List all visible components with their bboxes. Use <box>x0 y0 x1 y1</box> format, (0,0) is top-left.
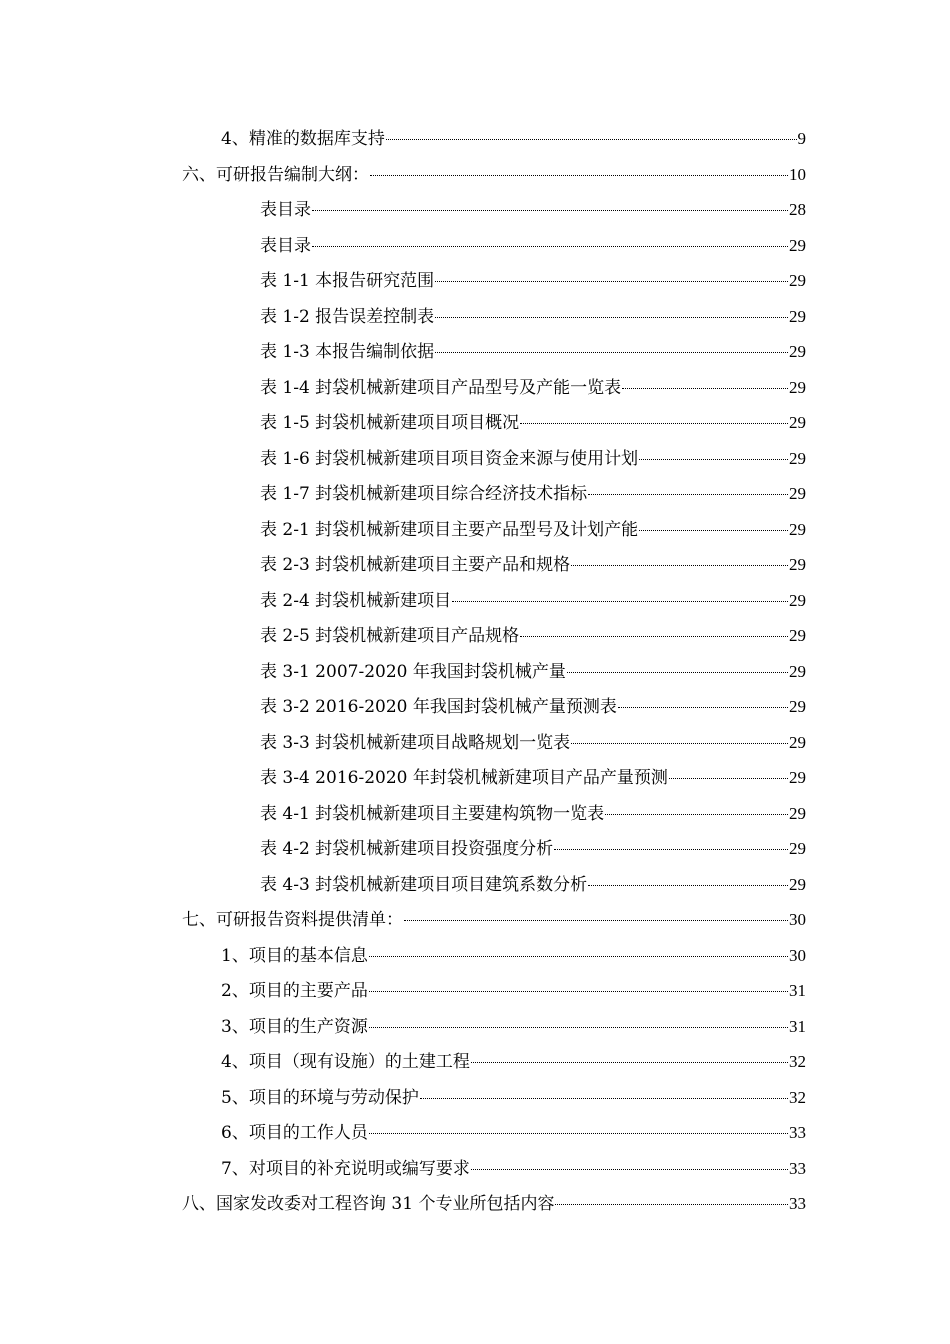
toc-entry-label: 6、项目的工作人员 <box>221 1123 368 1144</box>
dot-leader <box>435 352 788 353</box>
toc-entry-line <box>260 444 806 469</box>
dot-leader <box>639 530 788 531</box>
toc-entry[interactable] <box>0 297 950 333</box>
dot-leader <box>471 1169 788 1170</box>
dot-leader <box>369 1133 788 1134</box>
toc-entry-page-number: 29 <box>789 306 806 326</box>
toc-entry-label: 表 2-3 封袋机械新建项目主要产品和规格 <box>260 555 571 576</box>
dot-leader <box>618 707 788 708</box>
toc-entry[interactable] <box>0 545 950 581</box>
toc-entry-label: 表目录 <box>260 235 311 256</box>
toc-entry-label: 表 1-7 封袋机械新建项目综合经济技术指标 <box>260 484 588 505</box>
toc-entry-line <box>260 799 806 824</box>
toc-entry-page-number: 29 <box>789 661 806 681</box>
toc-entry-label: 表 2-1 封袋机械新建项目主要产品型号及计划产能 <box>260 519 639 540</box>
toc-entry-line <box>182 905 806 930</box>
dot-leader <box>386 139 797 140</box>
dot-leader <box>435 281 788 282</box>
toc-entry-line <box>221 941 806 966</box>
toc-entry[interactable] <box>0 368 950 404</box>
toc-entry-line <box>221 1012 806 1037</box>
toc-entry-label: 表 1-3 本报告编制依据 <box>260 342 435 363</box>
toc-entry-label: 3、项目的生产资源 <box>221 1016 368 1037</box>
toc-entry-line <box>260 266 806 291</box>
toc-entry-line <box>260 870 806 895</box>
dot-leader <box>571 743 788 744</box>
toc-entry-page-number: 29 <box>789 839 806 859</box>
toc-entry-page-number: 32 <box>789 1087 806 1107</box>
toc-entry-line <box>260 231 806 256</box>
toc-entry-page-number: 29 <box>789 519 806 539</box>
toc-entry[interactable] <box>0 616 950 652</box>
dot-leader <box>369 956 788 957</box>
toc-entry-label: 表 1-2 报告误差控制表 <box>260 306 435 327</box>
toc-entry[interactable] <box>0 1078 950 1114</box>
toc-entry-page-number: 29 <box>789 803 806 823</box>
dot-leader <box>420 1098 788 1099</box>
dot-leader <box>452 601 788 602</box>
toc-entry-label: 表 1-6 封袋机械新建项目项目资金来源与使用计划 <box>260 448 639 469</box>
toc-entry-page-number: 9 <box>797 129 806 149</box>
toc-entry-label: 六、可研报告编制大纲： <box>182 164 369 185</box>
toc-entry-line <box>221 124 806 149</box>
table-of-contents <box>0 119 950 1220</box>
toc-entry-label: 表 4-3 封袋机械新建项目项目建筑系数分析 <box>260 874 588 895</box>
toc-entry-line <box>221 1154 806 1179</box>
toc-entry-page-number: 33 <box>789 1158 806 1178</box>
toc-entry-page-number: 29 <box>789 626 806 646</box>
toc-entry[interactable] <box>0 1042 950 1078</box>
toc-entry[interactable] <box>0 723 950 759</box>
toc-entry-line <box>182 160 806 185</box>
toc-entry-line <box>260 763 806 788</box>
toc-entry[interactable] <box>0 190 950 226</box>
toc-entry-line <box>260 692 806 717</box>
toc-entry-page-number: 31 <box>789 1016 806 1036</box>
toc-entry-label: 表 3-4 2016-2020 年封袋机械新建项目产品产量预测 <box>260 768 668 789</box>
dot-leader <box>404 920 788 921</box>
toc-entry-page-number: 29 <box>789 342 806 362</box>
toc-entry-label: 表 2-5 封袋机械新建项目产品规格 <box>260 626 520 647</box>
dot-leader <box>520 636 788 637</box>
toc-entry-label: 表 1-5 封袋机械新建项目项目概况 <box>260 413 520 434</box>
toc-entry-label: 1、项目的基本信息 <box>221 945 368 966</box>
toc-entry-label: 八、国家发改委对工程咨询 31 个专业所包括内容 <box>182 1194 555 1215</box>
dot-leader <box>571 565 788 566</box>
toc-entry-page-number: 33 <box>789 1123 806 1143</box>
toc-entry-page-number: 28 <box>789 200 806 220</box>
toc-entry-label: 表 3-2 2016-2020 年我国封袋机械产量预测表 <box>260 697 617 718</box>
toc-entry-line <box>260 621 806 646</box>
toc-entry-page-number: 29 <box>789 377 806 397</box>
toc-entry-label: 表 3-3 封袋机械新建项目战略规划一览表 <box>260 732 571 753</box>
toc-entry-page-number: 29 <box>789 413 806 433</box>
toc-entry[interactable] <box>0 1149 950 1185</box>
dot-leader <box>370 175 788 176</box>
toc-entry[interactable] <box>0 971 950 1007</box>
toc-entry[interactable] <box>0 687 950 723</box>
toc-entry-line <box>260 408 806 433</box>
toc-entry-line <box>260 834 806 859</box>
toc-entry-label: 表 3-1 2007-2020 年我国封袋机械产量 <box>260 661 566 682</box>
toc-entry-page-number: 30 <box>789 910 806 930</box>
toc-entry-line <box>221 1047 806 1072</box>
toc-entry-line <box>182 1189 806 1214</box>
dot-leader <box>520 423 788 424</box>
toc-entry-line <box>260 302 806 327</box>
toc-entry[interactable] <box>0 155 950 191</box>
dot-leader <box>588 494 788 495</box>
toc-entry-label: 5、项目的环境与劳动保护 <box>221 1087 419 1108</box>
dot-leader <box>369 991 788 992</box>
toc-entry-page-number: 29 <box>789 874 806 894</box>
toc-entry-line <box>260 586 806 611</box>
toc-entry-line <box>221 976 806 1001</box>
toc-entry-line <box>221 1118 806 1143</box>
toc-entry[interactable] <box>0 474 950 510</box>
toc-entry-line <box>260 195 806 220</box>
toc-entry[interactable] <box>0 1113 950 1149</box>
toc-entry[interactable] <box>0 226 950 262</box>
toc-entry-page-number: 30 <box>789 945 806 965</box>
toc-entry-line <box>260 337 806 362</box>
toc-entry[interactable] <box>0 829 950 865</box>
toc-entry[interactable] <box>0 510 950 546</box>
toc-entry-label: 7、对项目的补充说明或编写要求 <box>221 1158 470 1179</box>
toc-entry[interactable] <box>0 1007 950 1043</box>
toc-entry-page-number: 29 <box>789 555 806 575</box>
toc-entry-page-number: 29 <box>789 697 806 717</box>
toc-entry[interactable] <box>0 652 950 688</box>
toc-entry[interactable] <box>0 332 950 368</box>
dot-leader <box>471 1062 788 1063</box>
toc-entry-page-number: 29 <box>789 235 806 255</box>
toc-entry-label: 七、可研报告资料提供清单： <box>182 910 403 931</box>
toc-entry-page-number: 33 <box>789 1194 806 1214</box>
dot-leader <box>605 814 788 815</box>
toc-entry[interactable] <box>0 758 950 794</box>
dot-leader <box>312 246 788 247</box>
dot-leader <box>369 1027 788 1028</box>
toc-entry-label: 表 4-1 封袋机械新建项目主要建构筑物一览表 <box>260 803 605 824</box>
toc-entry-page-number: 32 <box>789 1052 806 1072</box>
dot-leader <box>622 388 788 389</box>
toc-entry-page-number: 10 <box>789 164 806 184</box>
toc-entry-page-number: 29 <box>789 768 806 788</box>
toc-entry-label: 表 4-2 封袋机械新建项目投资强度分析 <box>260 839 554 860</box>
toc-entry-line <box>260 657 806 682</box>
dot-leader <box>588 885 788 886</box>
toc-entry-page-number: 29 <box>789 484 806 504</box>
dot-leader <box>312 210 788 211</box>
toc-entry-label: 表 1-4 封袋机械新建项目产品型号及产能一览表 <box>260 377 622 398</box>
toc-entry-page-number: 29 <box>789 590 806 610</box>
toc-entry-line <box>260 479 806 504</box>
toc-entry[interactable] <box>0 936 950 972</box>
toc-entry-label: 表 1-1 本报告研究范围 <box>260 271 435 292</box>
dot-leader <box>435 317 788 318</box>
toc-entry-line <box>260 373 806 398</box>
dot-leader <box>669 778 788 779</box>
toc-entry[interactable] <box>0 581 950 617</box>
dot-leader <box>555 1204 788 1205</box>
toc-entry[interactable] <box>0 865 950 901</box>
dot-leader <box>554 849 788 850</box>
toc-entry-label: 4、精准的数据库支持 <box>221 129 385 150</box>
toc-entry-line <box>260 728 806 753</box>
toc-entry-page-number: 29 <box>789 732 806 752</box>
toc-entry-label: 4、项目（现有设施）的土建工程 <box>221 1052 470 1073</box>
toc-entry[interactable] <box>0 794 950 830</box>
toc-entry-label: 2、项目的主要产品 <box>221 981 368 1002</box>
toc-entry[interactable] <box>0 439 950 475</box>
toc-entry-page-number: 29 <box>789 448 806 468</box>
toc-entry-label: 表目录 <box>260 200 311 221</box>
toc-entry-page-number: 31 <box>789 981 806 1001</box>
toc-entry[interactable] <box>0 261 950 297</box>
dot-leader <box>567 672 788 673</box>
toc-entry[interactable] <box>0 1184 950 1220</box>
toc-entry[interactable] <box>0 900 950 936</box>
toc-entry-label: 表 2-4 封袋机械新建项目 <box>260 590 452 611</box>
toc-entry-line <box>260 515 806 540</box>
toc-entry-page-number: 29 <box>789 271 806 291</box>
toc-entry-line <box>221 1083 806 1108</box>
toc-entry[interactable] <box>0 403 950 439</box>
dot-leader <box>639 459 788 460</box>
toc-entry-line <box>260 550 806 575</box>
toc-entry[interactable] <box>0 119 950 155</box>
